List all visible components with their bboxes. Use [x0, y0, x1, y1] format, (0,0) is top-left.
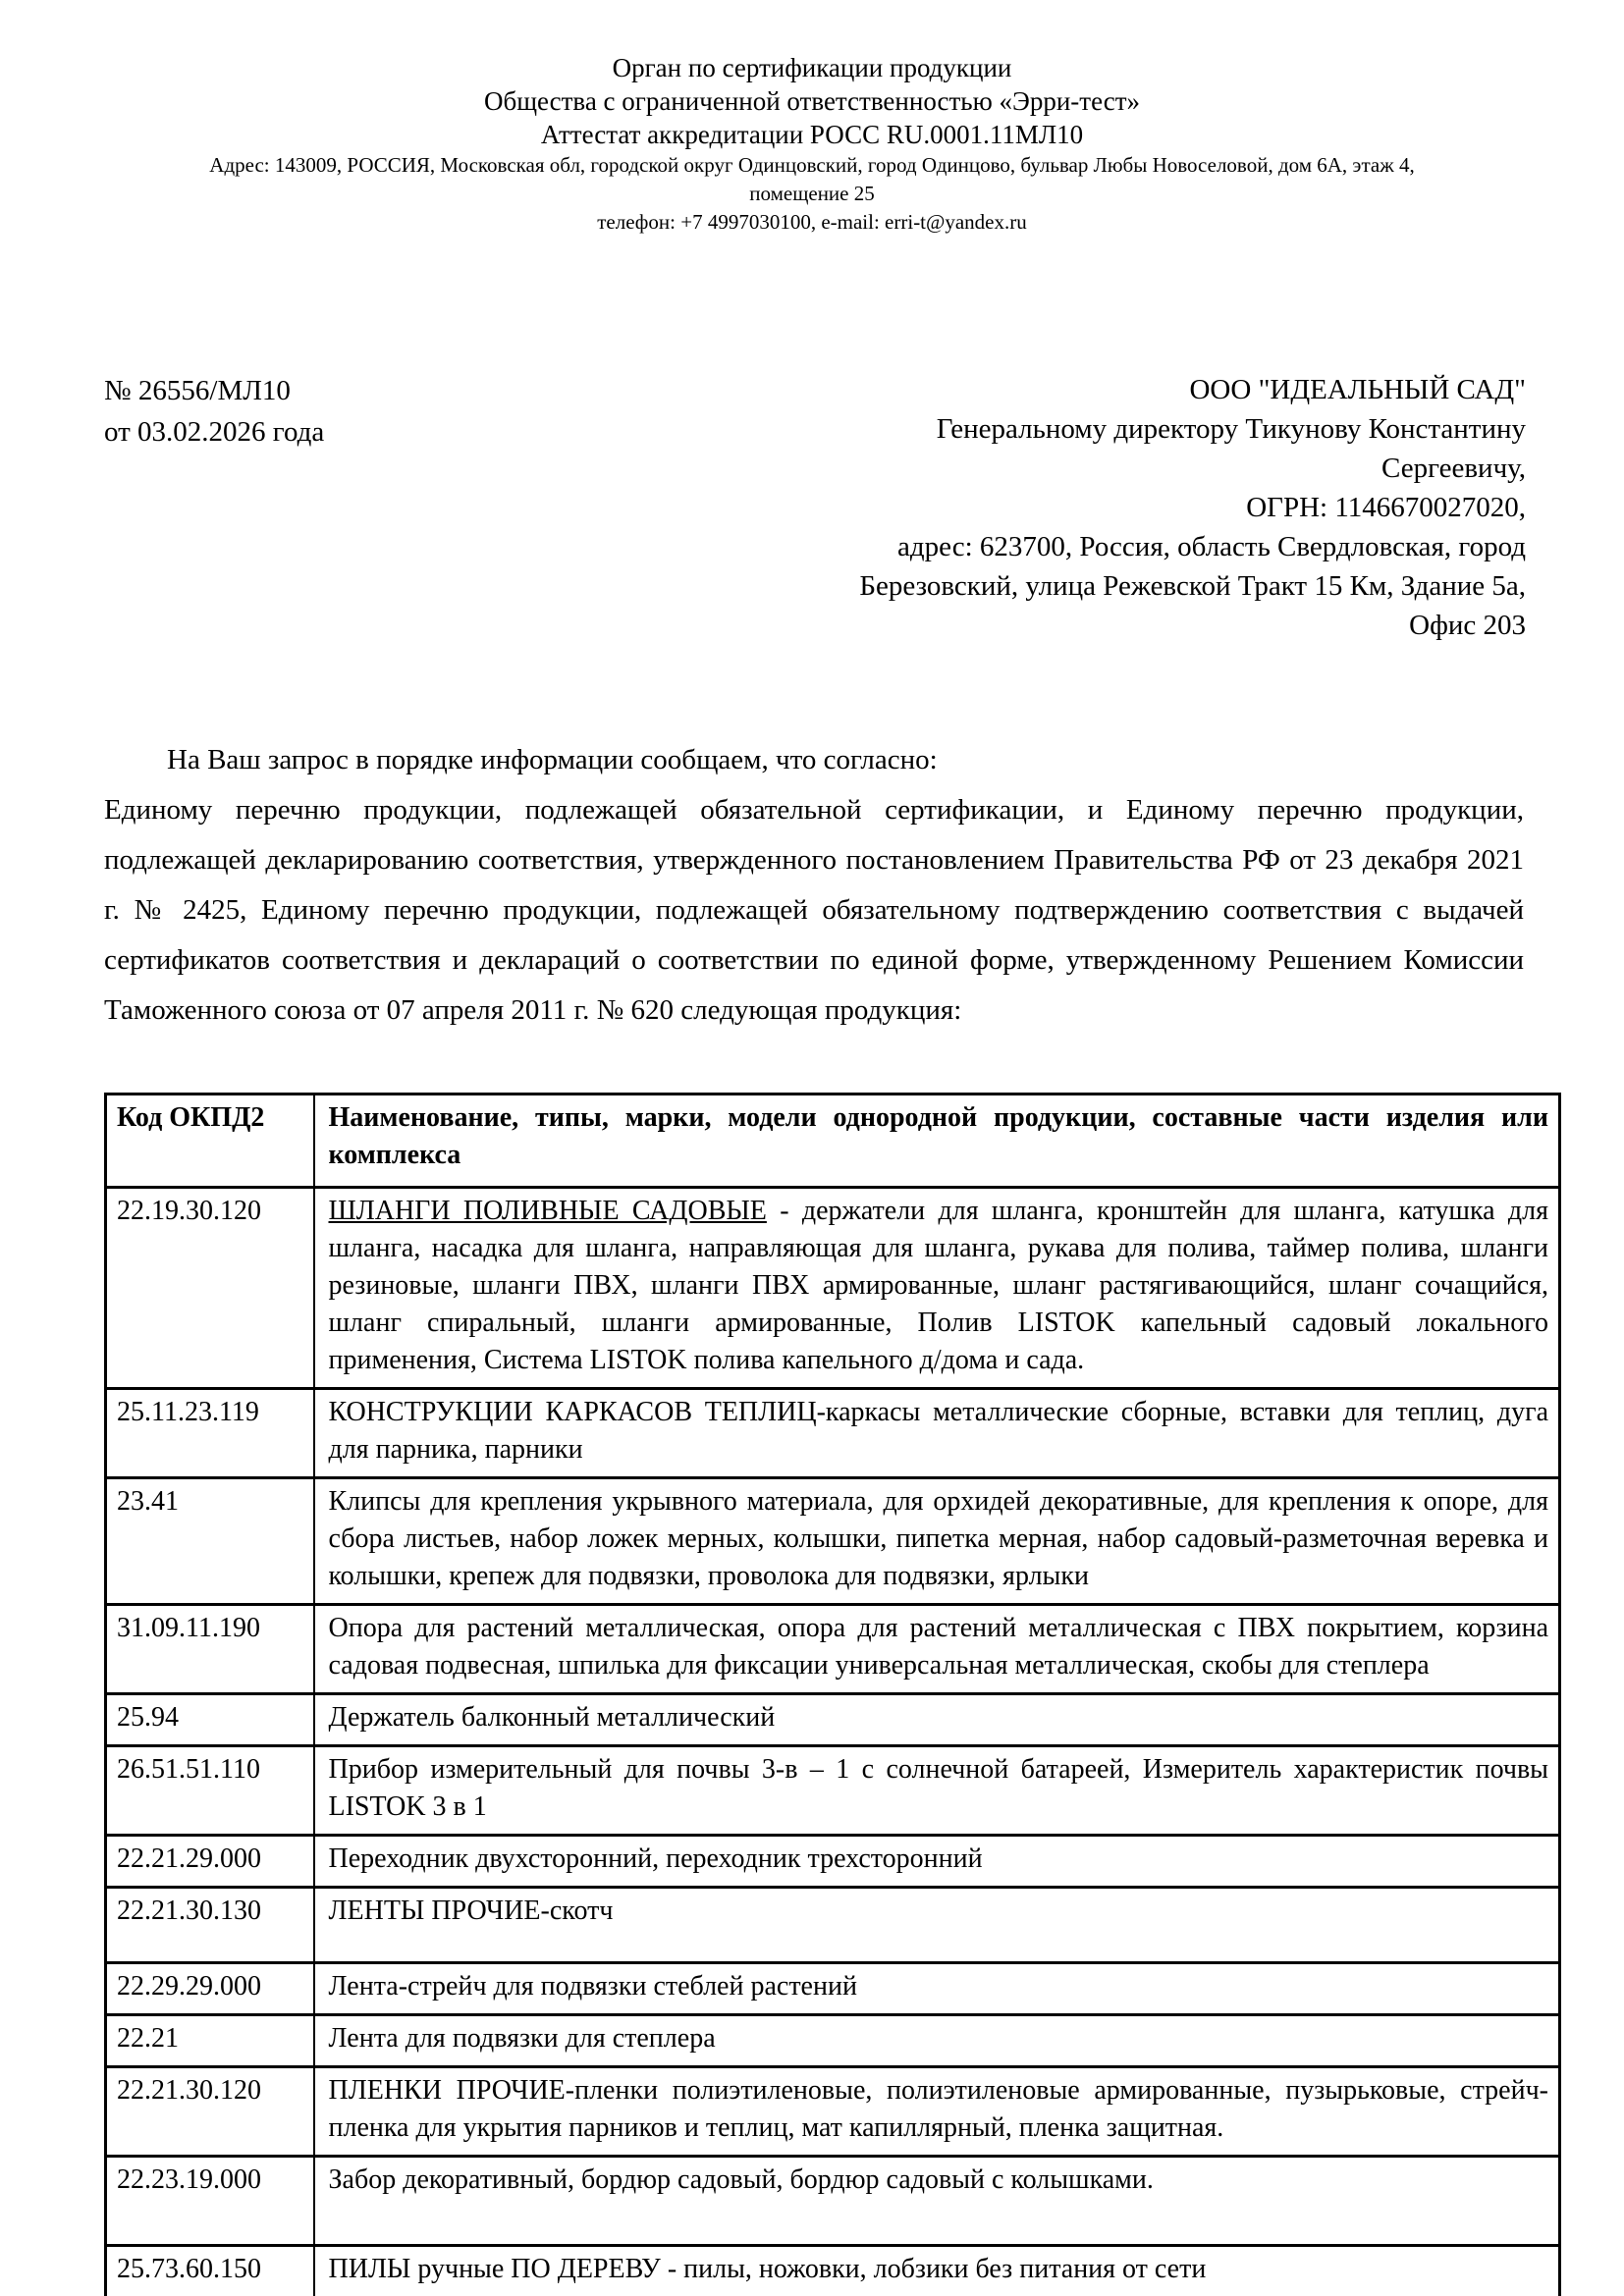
- product-description-cell: ЛЕНТЫ ПРОЧИЕ-скотч: [314, 1888, 1560, 1963]
- okpd-code-cell: 22.21: [106, 2015, 314, 2067]
- product-description-cell: [314, 1188, 1560, 1389]
- recipient-line: Сергеевичу,: [1381, 453, 1526, 484]
- okpd-code-cell: 26.51.51.110: [106, 1746, 314, 1836]
- table-row: [106, 2015, 1560, 2067]
- okpd-code-cell: 25.73.60.150: [106, 2246, 314, 2296]
- reference-date: от 03.02.2026 года: [104, 416, 325, 448]
- table-row: [106, 1888, 1560, 1963]
- table-header-row: [106, 1095, 1560, 1188]
- okpd-code-cell: 25.11.23.119: [106, 1389, 314, 1478]
- recipient-line: Генеральному директору Тикунову Константину: [936, 413, 1526, 445]
- product-name-header: Наименование, типы, марки, модели однородной продукции, составные части изделия или комплекса: [314, 1095, 1560, 1188]
- okpd-code-cell: 22.21.30.130: [106, 1888, 314, 1963]
- okpd-code-cell: 22.23.19.000: [106, 2157, 314, 2246]
- letterhead-address-line1: Адрес: 143009, РОССИЯ, Московская обл, городской округ Одинцовский, город Одинцово, бульвар Любы Новоселовой, дом 6А, этаж 4,: [209, 153, 1415, 177]
- reference-number: № 26556/МЛ10: [104, 375, 291, 406]
- product-description-cell: Опора для растений металлическая, опора для растений металлическая с ПВХ покрытием, корзина садовая подвесная, шпилька для фиксации универсальная металлическая, скобы для степлера: [314, 1605, 1560, 1694]
- okpd-code-cell: 25.94: [106, 1694, 314, 1746]
- main-paragraph: Единому перечню продукции, подлежащей обязательной сертификации, и Единому перечню продукции, подлежащей декларированию соответствия, утвержденного постановлением Правительства РФ от 23 декабря 2021 г. № 2425, Единому перечню продукции, подлежащей обязательному подтверждению соответствия с выдачей сертификатов соответствия и деклараций о соответствии по единой форме, утвержденному Решением Комиссии Таможенного союза от 07 апреля 2011 г. № 620 следующая продукция:: [104, 794, 1524, 1026]
- okpd-code-cell: 22.29.29.000: [106, 1963, 314, 2015]
- recipient-line: Березовский, улица Режевской Тракт 15 Км, Здание 5а,: [859, 570, 1526, 602]
- products-table: [104, 1093, 1561, 2296]
- recipient-line: Офис 203: [1409, 610, 1526, 641]
- recipient-line: адрес: 623700, Россия, область Свердловская, город: [897, 531, 1526, 562]
- intro-paragraph: На Ваш запрос в порядке информации сообщаем, что согласно:: [167, 744, 938, 775]
- product-description-cell: Держатель балконный металлический: [314, 1694, 1560, 1746]
- table-row: [106, 2157, 1560, 2246]
- table-row: [106, 2246, 1560, 2296]
- table-row: [106, 1605, 1560, 1694]
- table-row: [106, 1389, 1560, 1478]
- recipient-line: ОГРН: 1146670027020,: [1246, 492, 1526, 523]
- product-description-cell: Клипсы для крепления укрывного материала, для орхидей декоративные, для крепления к опоре, для сбора листьев, набор ложек мерных, колышки, пипетка мерная, набор садовый-разметочная веревка и колышки, крепеж для подвязки, проволока для подвязки, ярлыки: [314, 1478, 1560, 1605]
- okpd-code-cell: 22.19.30.120: [106, 1188, 314, 1389]
- product-description-text: - держатели для шланга, кронштейн для шланга, катушка для шланга, насадка для шланга, направляющая для шланга, рукава для полива, таймер полива, шланги резиновые, шланги ПВХ, шланги ПВХ армированные, шланг растягивающийся, шланг сочащийся, шланг спиральный, шланги армированные, Полив LISTOK капельный садовый локального применения, Система LISTOK полива капельного д/дома и сада.: [328, 1196, 1549, 1375]
- table-row: [106, 2067, 1560, 2157]
- product-description-cell: ПИЛЫ ручные ПО ДЕРЕВУ - пилы, ножовки, лобзики без питания от сети: [314, 2246, 1560, 2296]
- okpd-code-cell: 22.21.30.120: [106, 2067, 314, 2157]
- letterhead-contact-line: телефон: +7 4997030100, e-mail: erri-t@yandex.ru: [597, 210, 1027, 234]
- product-description-cell: Лента-стрейч для подвязки стеблей растений: [314, 1963, 1560, 2015]
- table-row: [106, 1478, 1560, 1605]
- product-description-cell: КОНСТРУКЦИИ КАРКАСОВ ТЕПЛИЦ-каркасы металлические сборные, вставки для теплиц, дуга для парника, парники: [314, 1389, 1560, 1478]
- table-row: [106, 1836, 1560, 1888]
- letterhead-address-line2: помещение 25: [749, 182, 875, 205]
- table-row: [106, 1694, 1560, 1746]
- table-row: [106, 1963, 1560, 2015]
- product-description-cell: ПЛЕНКИ ПРОЧИЕ-пленки полиэтиленовые, полиэтиленовые армированные, пузырьковые, стрейч-пленка для укрытия парников и теплиц, мат капиллярный, пленка защитная.: [314, 2067, 1560, 2157]
- reference-block: [104, 370, 324, 453]
- letterhead-org-line2: Общества с ограниченной ответственностью «Эрри-тест»: [483, 86, 1141, 116]
- product-title-underlined: ШЛАНГИ ПОЛИВНЫЕ САДОВЫЕ: [328, 1196, 767, 1226]
- okpd-code-cell: 31.09.11.190: [106, 1605, 314, 1694]
- recipient-block: [544, 370, 1526, 645]
- letter-body: [104, 735, 1524, 1036]
- table-row: [106, 1188, 1560, 1389]
- letterhead-org-line1: Орган по сертификации продукции: [612, 53, 1012, 82]
- okpd-code-header: Код ОКПД2: [106, 1095, 314, 1188]
- recipient-line: ООО "ИДЕАЛЬНЫЙ САД": [1189, 374, 1526, 405]
- okpd-code-cell: 23.41: [106, 1478, 314, 1605]
- reference-recipient-row: [104, 370, 1526, 645]
- product-description-cell: Прибор измерительный для почвы 3-в – 1 с солнечной батареей, Измеритель характеристик почвы LISTOK 3 в 1: [314, 1746, 1560, 1836]
- okpd-code-cell: 22.21.29.000: [106, 1836, 314, 1888]
- table-row: [106, 1746, 1560, 1836]
- letterhead-accreditation-line: Аттестат аккредитации РОСС RU.0001.11МЛ10: [540, 120, 1084, 149]
- product-description-cell: Забор декоративный, бордюр садовый, бордюр садовый с колышками.: [314, 2157, 1560, 2246]
- product-description-cell: Переходник двухсторонний, переходник трехсторонний: [314, 1836, 1560, 1888]
- product-description-cell: Лента для подвязки для степлера: [314, 2015, 1560, 2067]
- letterhead: [0, 0, 1624, 237]
